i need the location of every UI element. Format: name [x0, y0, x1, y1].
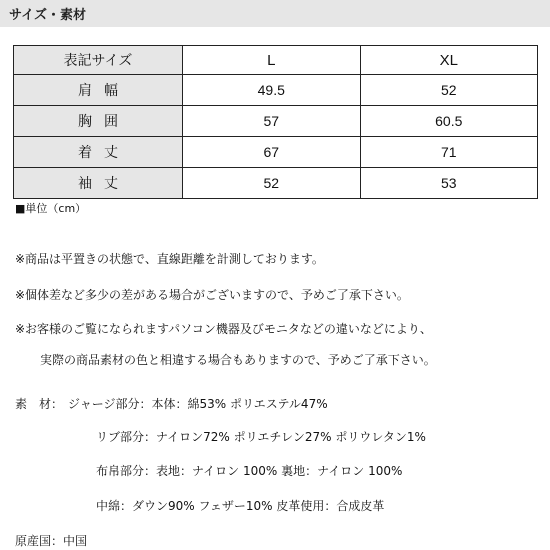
cell-sleeve-l: 52 — [183, 168, 361, 199]
cell-shoulder-xl: 52 — [360, 75, 538, 106]
row-label-chest: 胸囲 — [14, 106, 183, 137]
size-table-header-row — [14, 46, 538, 75]
header-size-l: L — [183, 46, 361, 75]
table-row — [14, 75, 538, 106]
table-row — [14, 137, 538, 168]
cell-sleeve-xl: 53 — [360, 168, 538, 199]
note-monitor: ※お客様のご覧になられますパソコン機器及びモニタなどの違いなどにより、 — [15, 322, 432, 336]
materials-line-padding: 中綿：ダウン90% フェザー10% 皮革使用：合成皮革 — [96, 499, 385, 513]
note-individual-difference: ※個体差など多少の差がある場合がございますので、予めご了承下さい。 — [15, 288, 409, 302]
materials-line-rib: リブ部分：ナイロン72% ポリエチレン27% ポリウレタン1% — [96, 430, 426, 444]
header-size-label: 表記サイズ — [14, 46, 183, 75]
table-row — [14, 106, 538, 137]
size-table — [13, 45, 538, 199]
materials-line-fabric: 布帛部分：表地：ナイロン 100% 裏地：ナイロン 100% — [96, 464, 403, 478]
materials-label: 素 材： — [15, 397, 64, 411]
note-measurement: ※商品は平置きの状態で、直線距離を計測しております。 — [15, 252, 324, 266]
table-row — [14, 168, 538, 199]
cell-length-l: 67 — [183, 137, 361, 168]
cell-chest-l: 57 — [183, 106, 361, 137]
row-label-sleeve: 袖丈 — [14, 168, 183, 199]
cell-chest-xl: 60.5 — [360, 106, 538, 137]
header-size-xl: XL — [360, 46, 538, 75]
cell-shoulder-l: 49.5 — [183, 75, 361, 106]
section-title: サイズ・素材 — [9, 8, 86, 23]
materials-line-jersey: ジャージ部分：本体：綿53% ポリエステル47% — [68, 397, 328, 411]
note-color: 実際の商品素材の色と相違する場合もありますので、予めご了承下さい。 — [40, 353, 436, 367]
unit-label: ■単位（cm） — [15, 202, 87, 215]
row-label-length: 着丈 — [14, 137, 183, 168]
row-label-shoulder: 肩幅 — [14, 75, 183, 106]
origin-label: 原産国：中国 — [15, 534, 88, 548]
cell-length-xl: 71 — [360, 137, 538, 168]
section-header — [0, 0, 550, 27]
